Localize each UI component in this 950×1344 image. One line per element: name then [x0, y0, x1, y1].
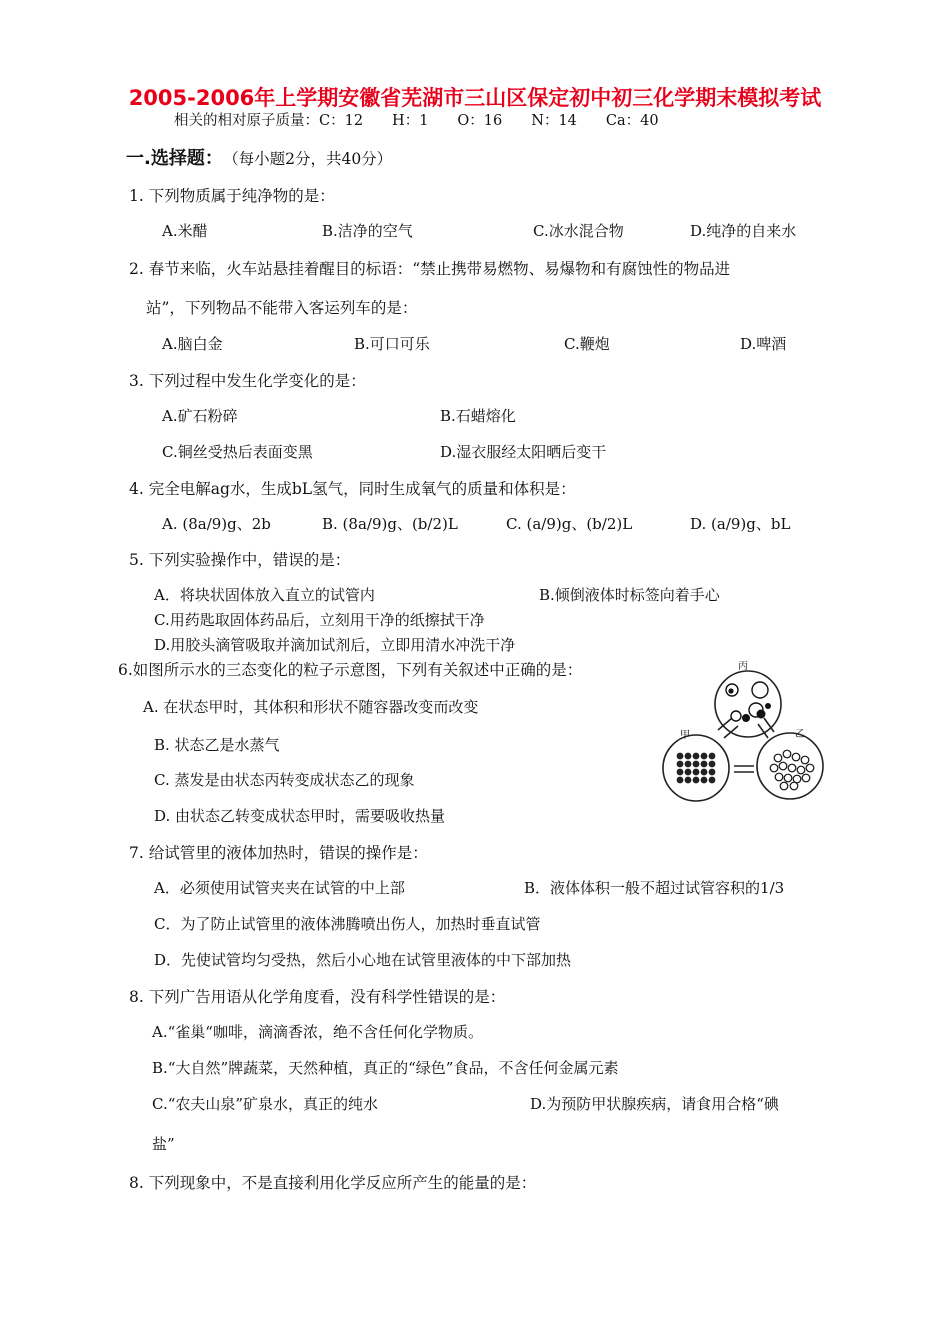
- q3-option-b: B.石蜡熔化: [440, 407, 516, 425]
- q3-stem: 3. 下列过程中发生化学变化的是：: [129, 372, 366, 390]
- q5-stem: 5. 下列实验操作中，错误的是：: [129, 551, 351, 569]
- solid-particle: [677, 753, 684, 760]
- q7-option-b: B．液体体积一般不超过试管容积的1/3: [524, 879, 785, 897]
- liquid-particle: [802, 774, 810, 782]
- liquid-particles: [770, 750, 814, 790]
- liquid-particle: [797, 766, 805, 774]
- section-note: （每小题2分，共40分）: [230, 150, 393, 168]
- solid-particle: [709, 769, 716, 776]
- exam-title: 2005-2006年上学期安徽省芜湖市三山区保定初中初三化学期末模拟考试: [128, 86, 822, 110]
- q6-stem: 6.如图所示水的三态变化的粒子示意图，下列有关叙述中正确的是：: [118, 661, 583, 679]
- q3-option-c: C.铜丝受热后表面变黑: [162, 443, 313, 461]
- solid-particle: [693, 777, 700, 784]
- q7-option-c: C．为了防止试管里的液体沸腾喷出伤人，加热时垂直试管: [154, 915, 541, 933]
- q6-option-d: D. 由状态乙转变成状态甲时，需要吸收热量: [154, 807, 446, 825]
- q4-stem: 4. 完全电解ag水，生成bL氢气，同时生成氧气的质量和体积是：: [129, 480, 576, 498]
- q8-option-a: A.“雀巢“咖啡，滴滴香浓，绝不含任何化学物质。: [152, 1023, 483, 1041]
- q7-stem: 7. 给试管里的液体加热时，错误的操作是：: [129, 844, 428, 862]
- liquid-particle: [780, 782, 788, 790]
- state-jia-circle: [663, 735, 729, 801]
- q5-option-c: C.用药匙取固体药品后，立刻用干净的纸擦拭干净: [154, 611, 485, 629]
- solid-lattice: [677, 753, 716, 784]
- q7-option-d: D．先使试管均匀受热，然后小心地在试管里液体的中下部加热: [154, 951, 572, 969]
- q8-option-c: C.“农夫山泉”矿泉水，真正的纯水: [152, 1095, 379, 1113]
- solid-particle: [701, 777, 708, 784]
- state-bing-circle: [715, 671, 781, 737]
- label-jia: 甲: [680, 730, 690, 741]
- q2-stem-line1: 2. 春节来临，火车站悬挂着醒目的标语：“禁止携带易燃物、易爆物和有腐蚀性的物品进: [129, 260, 731, 278]
- q8-stem: 8. 下列广告用语从化学角度看，没有科学性错误的是：: [129, 988, 506, 1006]
- solid-particle: [677, 769, 684, 776]
- label-yi: 乙: [795, 729, 805, 740]
- q6-option-a: A. 在状态甲时，其体积和形状不随容器改变而改变: [143, 698, 479, 716]
- q2-option-b: B.可口可乐: [354, 335, 430, 353]
- q8-option-b: B.“大自然”牌蔬菜，天然种植，真正的“绿色”食品，不含任何金属元素: [152, 1059, 619, 1077]
- q4-option-d: D. (a/9)g、bL: [690, 515, 791, 533]
- liquid-particle: [783, 750, 791, 758]
- liquid-particle: [788, 764, 796, 772]
- q2-option-c: C.鞭炮: [564, 335, 610, 353]
- liquid-particle: [784, 774, 792, 782]
- solid-particle: [685, 769, 692, 776]
- solid-particle: [685, 761, 692, 768]
- q4-option-b: B. (8a/9)g、(b/2)L: [322, 515, 458, 533]
- q5-option-a: A．将块状固体放入直立的试管内: [154, 586, 375, 604]
- solid-particle: [701, 761, 708, 768]
- solid-particle: [701, 769, 708, 776]
- liquid-particle: [790, 782, 798, 790]
- liquid-particle: [770, 764, 778, 772]
- solid-particle: [693, 769, 700, 776]
- solid-particle: [677, 761, 684, 768]
- q1-option-c: C.冰水混合物: [533, 222, 624, 240]
- liquid-particle: [775, 773, 783, 781]
- q1-option-a: A.米醋: [162, 222, 208, 240]
- water-states-diagram: [660, 660, 830, 810]
- q6-option-c: C. 蒸发是由状态丙转变成状态乙的现象: [154, 771, 415, 789]
- liquid-particle: [792, 753, 800, 761]
- q2-stem-line2: 站”，下列物品不能带入客运列车的是：: [146, 299, 418, 317]
- q1-option-d: D.纯净的自来水: [690, 222, 797, 240]
- q4-option-a: A. (8a/9)g、2b: [162, 515, 271, 533]
- gas-particle: [752, 682, 768, 698]
- q8-option-d: D.为预防甲状腺疾病，请食用合格“碘: [530, 1095, 779, 1113]
- q2-option-d: D.啤酒: [740, 335, 787, 353]
- gas-particle: [731, 711, 741, 721]
- q5-option-d: D.用胶头滴管吸取并滴加试剂后，立即用清水冲洗干净: [154, 636, 516, 654]
- liquid-particle: [801, 756, 809, 764]
- q7-option-a: A．必须使用试管夹夹在试管的中上部: [154, 879, 405, 897]
- solid-particle: [693, 761, 700, 768]
- solid-particle: [685, 753, 692, 760]
- solid-particle: [709, 761, 716, 768]
- gas-particle-core: [757, 710, 766, 719]
- section-title: 一.选择题：: [126, 148, 223, 169]
- solid-particle: [693, 753, 700, 760]
- solid-particle: [677, 777, 684, 784]
- liquid-particle: [774, 754, 782, 762]
- atomic-masses: 相关的相对原子质量：C：12 H：1 O：16 N：14 Ca：40: [174, 113, 659, 129]
- q2-option-a: A.脑白金: [162, 335, 223, 353]
- gas-particle-core: [742, 714, 750, 722]
- q9-stem: 8. 下列现象中，不是直接利用化学反应所产生的能量的是：: [129, 1174, 537, 1192]
- solid-particle: [701, 753, 708, 760]
- gas-particle-core: [728, 688, 733, 693]
- q5-option-b: B.倾倒液体时标签向着手心: [539, 586, 720, 604]
- section-heading: [126, 144, 392, 170]
- q4-option-c: C. (a/9)g、(b/2)L: [506, 515, 633, 533]
- solid-particle: [685, 777, 692, 784]
- solid-particle: [709, 777, 716, 784]
- label-bing: 丙: [738, 661, 748, 672]
- q1-stem: 1. 下列物质属于纯净物的是：: [129, 187, 335, 205]
- liquid-particle: [806, 764, 814, 772]
- liquid-particle: [779, 762, 787, 770]
- q1-option-b: B.洁净的空气: [322, 222, 413, 240]
- gas-particle-core: [765, 703, 771, 709]
- q6-option-b: B. 状态乙是水蒸气: [154, 736, 280, 754]
- q8-option-d-continued: 盐”: [152, 1135, 175, 1153]
- solid-particle: [709, 753, 716, 760]
- q3-option-a: A.矿石粉碎: [162, 407, 238, 425]
- q3-option-d: D.湿衣服经太阳晒后变干: [440, 443, 607, 461]
